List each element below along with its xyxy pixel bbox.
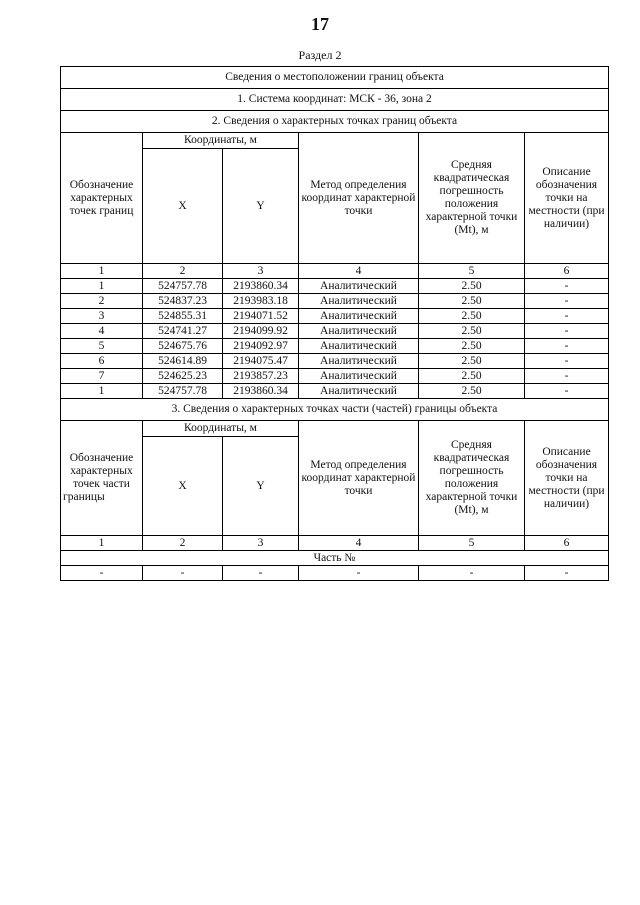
boundary-table [60,66,609,581]
column-number: 6 [525,536,609,551]
coordinate-system: 1. Система координат: МСК - 36, зона 2 [61,89,609,111]
cell-x: 524757.78 [143,384,223,399]
empty-cell: - [299,566,419,581]
section-title: Раздел 2 [298,48,342,62]
table-row [61,369,609,384]
table-row [61,384,609,399]
parts-section-title: 3. Сведения о характерных точках части (частей) границы объекта [61,399,609,421]
cell-accuracy: 2.50 [419,279,525,294]
cell-y: 2193983.18 [223,294,299,309]
cell-y: 2194092.97 [223,339,299,354]
cell-y: 2193857.23 [223,369,299,384]
cell-point: 7 [61,369,143,384]
header-method: Метод определения координат характерной точки [299,133,419,264]
table-title: Сведения о местоположении границ объекта [61,67,609,89]
cell-description: - [525,339,609,354]
cell-description: - [525,324,609,339]
parts-header-designation: Обозначение характерных точек части границы [61,421,143,536]
cell-point: 1 [61,384,143,399]
cell-accuracy: 2.50 [419,294,525,309]
part-label: Часть № [61,551,609,566]
cell-x: 524757.78 [143,279,223,294]
cell-accuracy: 2.50 [419,324,525,339]
empty-cell: - [419,566,525,581]
cell-description: - [525,369,609,384]
header-designation: Обозначение характерных точек границ [61,133,143,264]
cell-point: 1 [61,279,143,294]
cell-point: 6 [61,354,143,369]
column-number: 5 [419,264,525,279]
parts-header-accuracy: Средняя квадратическая погрешность положения характерной точки (Mt), м [419,421,525,536]
column-number: 5 [419,536,525,551]
points-column-numbers [61,264,609,279]
page-number: 17 [311,14,329,34]
cell-y: 2193860.34 [223,279,299,294]
cell-method: Аналитический [299,279,419,294]
header-accuracy: Средняя квадратическая погрешность положения характерной точки (Mt), м [419,133,525,264]
empty-cell: - [223,566,299,581]
column-number: 6 [525,264,609,279]
parts-column-numbers [61,536,609,551]
cell-x: 524625.23 [143,369,223,384]
header-coordinates: Координаты, м [143,133,299,149]
cell-y: 2194099.92 [223,324,299,339]
column-number: 2 [143,264,223,279]
cell-x: 524741.27 [143,324,223,339]
cell-description: - [525,279,609,294]
cell-y: 2193860.34 [223,384,299,399]
cell-method: Аналитический [299,294,419,309]
cell-point: 3 [61,309,143,324]
column-number: 3 [223,264,299,279]
cell-point: 2 [61,294,143,309]
parts-header-method: Метод определения координат характерной точки [299,421,419,536]
cell-x: 524675.76 [143,339,223,354]
cell-method: Аналитический [299,309,419,324]
cell-description: - [525,354,609,369]
cell-accuracy: 2.50 [419,354,525,369]
cell-x: 524855.31 [143,309,223,324]
empty-cell: - [525,566,609,581]
table-row [61,324,609,339]
header-x: X [143,149,223,264]
cell-point: 4 [61,324,143,339]
cell-y: 2194071.52 [223,309,299,324]
empty-cell: - [61,566,143,581]
cell-accuracy: 2.50 [419,309,525,324]
column-number: 2 [143,536,223,551]
cell-method: Аналитический [299,354,419,369]
table-row [61,309,609,324]
table-row [61,339,609,354]
cell-x: 524614.89 [143,354,223,369]
cell-description: - [525,309,609,324]
parts-header-description: Описание обозначения точки на местности (при наличии) [525,421,609,536]
table-row [61,294,609,309]
cell-y: 2194075.47 [223,354,299,369]
cell-accuracy: 2.50 [419,384,525,399]
header-description: Описание обозначения точки на местности (при наличии) [525,133,609,264]
points-section-title: 2. Сведения о характерных точках границ объекта [61,111,609,133]
parts-header-y: Y [223,437,299,536]
column-number: 4 [299,264,419,279]
empty-cell: - [143,566,223,581]
cell-x: 524837.23 [143,294,223,309]
parts-header-x: X [143,437,223,536]
column-number: 1 [61,536,143,551]
table-row [61,279,609,294]
table-row [61,354,609,369]
cell-method: Аналитический [299,384,419,399]
cell-accuracy: 2.50 [419,369,525,384]
cell-accuracy: 2.50 [419,339,525,354]
cell-method: Аналитический [299,339,419,354]
parts-empty-row [61,566,609,581]
cell-description: - [525,384,609,399]
column-number: 4 [299,536,419,551]
cell-method: Аналитический [299,369,419,384]
parts-header-coordinates: Координаты, м [143,421,299,437]
header-y: Y [223,149,299,264]
column-number: 1 [61,264,143,279]
cell-point: 5 [61,339,143,354]
column-number: 3 [223,536,299,551]
cell-method: Аналитический [299,324,419,339]
cell-description: - [525,294,609,309]
